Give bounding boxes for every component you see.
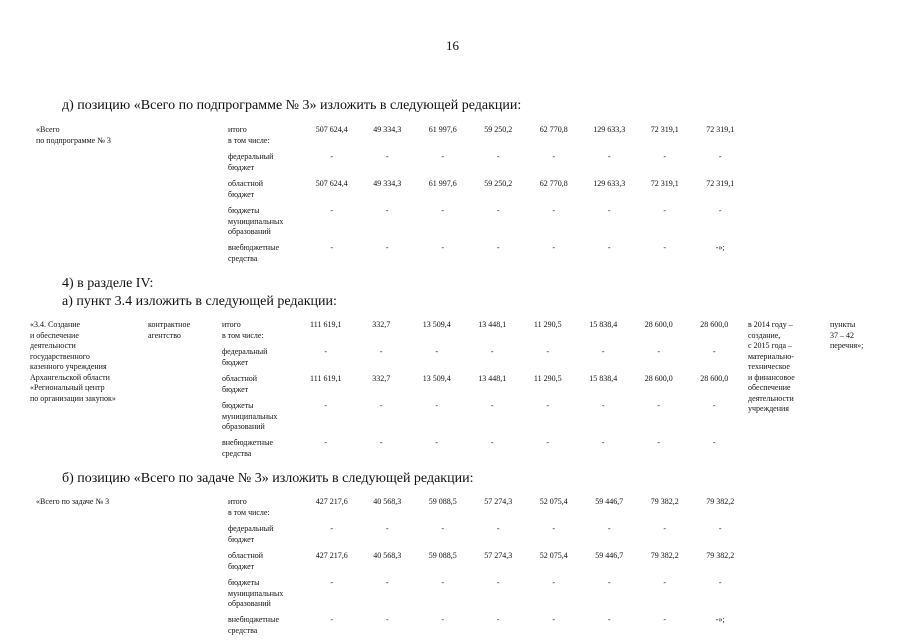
page-number: 16 — [446, 38, 459, 53]
amount-cell: - — [496, 152, 500, 161]
funding-source: бюджеты муниципальных образований — [228, 206, 284, 236]
funding-source: итого в том числе: — [228, 125, 270, 145]
amount-cell: - — [552, 578, 556, 587]
amount-cell: 507 624,4 — [315, 125, 348, 134]
amount-cell: - — [546, 347, 550, 356]
amount-cell: - — [379, 401, 383, 410]
amount-cell: - — [718, 152, 722, 161]
amount-cell: - — [441, 578, 445, 587]
funding-source: областной бюджет — [228, 179, 264, 199]
amount-cell: - — [663, 524, 667, 533]
amount-cell: 13 448,1 — [478, 374, 507, 383]
amount-cell: - — [496, 524, 500, 533]
amount-cell: - — [663, 152, 667, 161]
amount-cell: 61 997,6 — [428, 125, 457, 134]
table-row — [30, 125, 748, 152]
amount-cell: 79 382,2 — [650, 497, 679, 506]
amount-cell: - — [379, 438, 383, 447]
amount-cell: - — [496, 206, 500, 215]
amount-cell: 11 290,5 — [533, 320, 562, 329]
amount-cell: 49 334,3 — [373, 179, 402, 188]
funding-source: федеральный бюджет — [228, 152, 274, 172]
section-4-heading: 4) в разделе IV: — [62, 276, 154, 291]
amount-cell: 57 274,3 — [484, 497, 513, 506]
amount-cell: 28 600,0 — [644, 320, 673, 329]
funding-source: федеральный бюджет — [228, 524, 274, 544]
amount-cell: - — [712, 401, 716, 410]
amount-cell: 62 770,8 — [539, 179, 568, 188]
funding-source: областной бюджет — [228, 551, 264, 571]
amount-cell: - — [490, 401, 494, 410]
amount-cell: - — [435, 438, 439, 447]
amount-cell: - — [385, 615, 389, 624]
amount-cell: 28 600,0 — [700, 320, 729, 329]
funding-source: бюджеты муниципальных образований — [222, 401, 278, 431]
amount-cell: 59 250,2 — [484, 125, 513, 134]
executor-cell: контрактное агентство — [148, 320, 191, 340]
funding-source: федеральный бюджет — [222, 347, 268, 367]
amount-cell: - — [607, 152, 611, 161]
amount-cell: 332,7 — [372, 320, 391, 329]
funding-source: внебюджетные средства — [222, 438, 273, 458]
amount-cell: 79 382,2 — [706, 497, 735, 506]
amount-cell: - — [663, 615, 667, 624]
item-3-4-table — [30, 320, 880, 465]
amount-cell: 57 274,3 — [484, 551, 513, 560]
amount-cell: 332,7 — [372, 374, 391, 383]
amount-cell: - — [552, 524, 556, 533]
amount-cell: - — [718, 578, 722, 587]
reference-cell: пункты 37 – 42 перечня»; — [830, 320, 864, 350]
amount-cell: 49 334,3 — [373, 125, 402, 134]
amount-cell: - — [330, 524, 334, 533]
amount-cell: - — [607, 615, 611, 624]
funding-source: областной бюджет — [222, 374, 258, 394]
amount-cell: - — [385, 206, 389, 215]
position-name: «3.4. Создание и обеспечение деятельности государственного казенного учреждения Архангельской области «Региональный центр по организации закупок» — [30, 320, 116, 403]
funding-source: внебюджетные средства — [228, 615, 279, 635]
funding-source: итого в том числе: — [228, 497, 270, 517]
amount-cell: - — [546, 401, 550, 410]
amount-cell: 15 838,4 — [589, 320, 618, 329]
section-a-heading: а) пункт 3.4 изложить в следующей редакции: — [62, 294, 337, 309]
amount-cell: 59 088,5 — [428, 497, 457, 506]
amount-cell: - — [441, 152, 445, 161]
amount-cell: - — [324, 347, 328, 356]
amount-cell: 79 382,2 — [650, 551, 679, 560]
amount-cell: - — [552, 152, 556, 161]
amount-cell: 72 319,1 — [706, 179, 735, 188]
amount-cell: - — [601, 347, 605, 356]
amount-cell: - — [441, 524, 445, 533]
amount-cell: - — [441, 206, 445, 215]
amount-cell: - — [607, 243, 611, 252]
amount-cell: 28 600,0 — [644, 374, 673, 383]
amount-cell: 427 217,6 — [315, 497, 348, 506]
amount-cell: 15 838,4 — [589, 374, 618, 383]
executor-cell — [154, 497, 228, 642]
amount-cell: 59 250,2 — [484, 179, 513, 188]
amount-cell: - — [441, 615, 445, 624]
amount-cell: 72 319,1 — [650, 179, 679, 188]
amount-cell: 52 075,4 — [539, 551, 568, 560]
amount-cell: - — [385, 152, 389, 161]
amount-cell: - — [601, 438, 605, 447]
amount-cell: - — [324, 401, 328, 410]
amount-cell: 72 319,1 — [706, 125, 735, 134]
amount-cell: - — [552, 243, 556, 252]
amount-cell: 40 568,3 — [373, 551, 402, 560]
amount-cell: 111 619,1 — [310, 374, 342, 383]
amount-cell: - — [435, 347, 439, 356]
amount-cell: 129 633,3 — [593, 179, 626, 188]
amount-cell: - — [330, 206, 334, 215]
amount-cell: 59 446,7 — [595, 551, 624, 560]
table-row — [30, 320, 880, 347]
amount-cell: - — [712, 347, 716, 356]
amount-cell: 13 448,1 — [478, 320, 507, 329]
amount-cell: - — [607, 578, 611, 587]
amount-cell: 507 624,4 — [315, 179, 348, 188]
amount-cell: - — [490, 347, 494, 356]
amount-cell: - — [330, 152, 334, 161]
subprogram-3-total-table — [30, 125, 748, 270]
amount-cell: - — [330, 243, 334, 252]
amount-cell: 59 088,5 — [428, 551, 457, 560]
amount-cell: -»; — [715, 615, 725, 624]
amount-cell: 427 217,6 — [315, 551, 348, 560]
amount-cell: 40 568,3 — [373, 497, 402, 506]
amount-cell: - — [607, 206, 611, 215]
amount-cell: - — [601, 401, 605, 410]
amount-cell: - — [324, 438, 328, 447]
amount-cell: - — [385, 524, 389, 533]
amount-cell: 59 446,7 — [595, 497, 624, 506]
amount-cell: - — [490, 438, 494, 447]
section-b-heading: б) позицию «Всего по задаче № 3» изложить в следующей редакции: — [62, 471, 474, 486]
amount-cell: 61 997,6 — [428, 179, 457, 188]
amount-cell: - — [718, 524, 722, 533]
amount-cell: 52 075,4 — [539, 497, 568, 506]
amount-cell: 79 382,2 — [706, 551, 735, 560]
amount-cell: - — [330, 578, 334, 587]
amount-cell: - — [496, 578, 500, 587]
amount-cell: 72 319,1 — [650, 125, 679, 134]
amount-cell: 13 509,4 — [422, 374, 451, 383]
funding-source: итого в том числе: — [222, 320, 264, 340]
amount-cell: 111 619,1 — [310, 320, 342, 329]
amount-cell: 13 509,4 — [422, 320, 451, 329]
amount-cell: - — [552, 615, 556, 624]
amount-cell: - — [441, 243, 445, 252]
amount-cell: - — [663, 206, 667, 215]
amount-cell: - — [385, 578, 389, 587]
amount-cell: - — [552, 206, 556, 215]
amount-cell: - — [435, 401, 439, 410]
position-name: «Всего по подпрограмме № 3 — [36, 125, 111, 145]
section-d-heading: д) позицию «Всего по подпрограмме № 3» изложить в следующей редакции: — [62, 98, 522, 113]
executor-cell — [154, 125, 228, 270]
amount-cell: - — [657, 347, 661, 356]
table-row — [30, 497, 748, 524]
amount-cell: 28 600,0 — [700, 374, 729, 383]
task-3-total-table — [30, 497, 748, 642]
amount-cell: - — [496, 615, 500, 624]
amount-cell: - — [330, 615, 334, 624]
amount-cell: - — [663, 578, 667, 587]
amount-cell: - — [385, 243, 389, 252]
amount-cell: - — [718, 206, 722, 215]
amount-cell: - — [712, 438, 716, 447]
funding-source: бюджеты муниципальных образований — [228, 578, 284, 608]
result-cell: в 2014 году – создание, с 2015 года – материально- техническое и финансовое обеспечение деятельности учреждения — [748, 320, 795, 413]
amount-cell: - — [607, 524, 611, 533]
amount-cell: - — [546, 438, 550, 447]
amount-cell: - — [657, 401, 661, 410]
amount-cell: -»; — [715, 243, 725, 252]
amount-cell: - — [663, 243, 667, 252]
amount-cell: 129 633,3 — [593, 125, 626, 134]
amount-cell: - — [379, 347, 383, 356]
position-name: «Всего по задаче № 3 — [36, 497, 110, 506]
amount-cell: - — [496, 243, 500, 252]
amount-cell: 11 290,5 — [533, 374, 562, 383]
funding-source: внебюджетные средства — [228, 243, 279, 263]
amount-cell: - — [657, 438, 661, 447]
amount-cell: 62 770,8 — [539, 125, 568, 134]
